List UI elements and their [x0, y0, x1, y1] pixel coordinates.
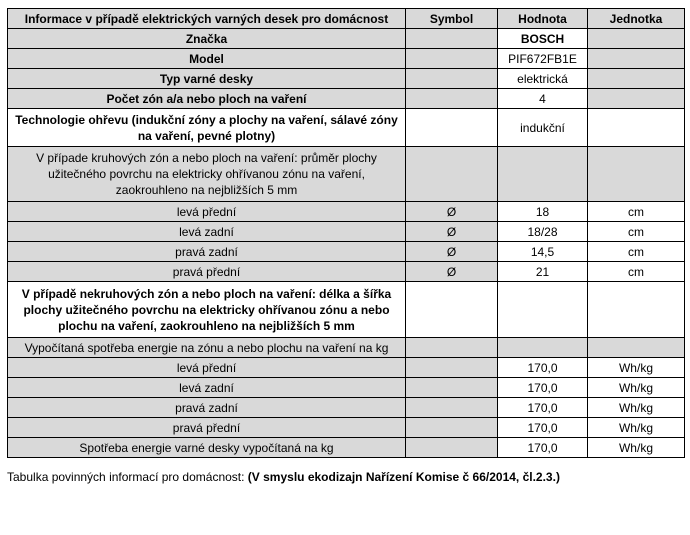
row-symbol: Ø — [406, 262, 498, 282]
row-label: levá zadní — [8, 222, 406, 242]
row-label: pravá přední — [8, 262, 406, 282]
table-row-brand — [8, 29, 685, 49]
row-label: pravá přední — [8, 418, 406, 438]
row-label: Počet zón a/a nebo ploch na vaření — [8, 89, 406, 109]
row-symbol: Ø — [406, 222, 498, 242]
row-unit: Wh/kg — [588, 438, 685, 458]
row-value: 170,0 — [498, 358, 588, 378]
row-unit — [588, 49, 685, 69]
table-row-energy-right-rear — [8, 398, 685, 418]
row-unit: Wh/kg — [588, 358, 685, 378]
table-footnote — [7, 470, 560, 484]
row-symbol — [406, 89, 498, 109]
row-unit: cm — [588, 262, 685, 282]
row-label: pravá zadní — [8, 242, 406, 262]
row-label: Typ varné desky — [8, 69, 406, 89]
header-value: Hodnota — [498, 9, 588, 29]
row-unit — [588, 89, 685, 109]
row-unit: Wh/kg — [588, 378, 685, 398]
row-symbol — [406, 438, 498, 458]
row-label: pravá zadní — [8, 398, 406, 418]
row-value — [498, 282, 588, 338]
table-row-zone-count — [8, 89, 685, 109]
row-unit: cm — [588, 202, 685, 222]
table-row-energy-left-front — [8, 358, 685, 378]
row-value: elektrická — [498, 69, 588, 89]
row-symbol — [406, 358, 498, 378]
table-row-energy-total — [8, 438, 685, 458]
table-row-circular-zones-section — [8, 147, 685, 202]
row-label: Technologie ohřevu (indukční zóny a plochy na vaření, sálavé zóny na vaření, pevné plotny) — [8, 109, 406, 147]
row-symbol — [406, 282, 498, 338]
row-symbol — [406, 338, 498, 358]
row-value: 21 — [498, 262, 588, 282]
row-value: 170,0 — [498, 378, 588, 398]
table-row-energy-left-rear — [8, 378, 685, 398]
table-row-heating-technology — [8, 109, 685, 147]
table-row-energy-right-front — [8, 418, 685, 438]
row-unit — [588, 29, 685, 49]
table-row-diameter-right-front — [8, 262, 685, 282]
table-row-noncircular-zones-section — [8, 282, 685, 338]
row-symbol — [406, 398, 498, 418]
table-header-row — [8, 9, 685, 29]
row-label: Spotřeba energie varné desky vypočítaná na kg — [8, 438, 406, 458]
footnote-text: Tabulka povinných informací pro domácnost: — [7, 470, 248, 484]
header-symbol: Symbol — [406, 9, 498, 29]
row-unit — [588, 282, 685, 338]
row-label: levá přední — [8, 202, 406, 222]
row-label: Vypočítaná spotřeba energie na zónu a nebo plochu na vaření na kg — [8, 338, 406, 358]
row-unit — [588, 147, 685, 202]
row-value: 170,0 — [498, 438, 588, 458]
row-unit: Wh/kg — [588, 418, 685, 438]
table-row-hob-type — [8, 69, 685, 89]
footnote-regulation-reference: (V smyslu ekodizajn Nařízení Komise č 66/2014, čl.2.3.) — [247, 470, 560, 484]
row-label: levá zadní — [8, 378, 406, 398]
row-unit — [588, 69, 685, 89]
row-value: 18 — [498, 202, 588, 222]
row-symbol — [406, 69, 498, 89]
row-value: indukční — [498, 109, 588, 147]
row-symbol — [406, 29, 498, 49]
row-value: PIF672FB1E — [498, 49, 588, 69]
row-value: 14,5 — [498, 242, 588, 262]
row-label: V případe kruhových zón a nebo ploch na vaření: průměr plochy užitečného povrchu na elektricky ohřívanou zónu na vaření, zaokrouhleno na nejbližších 5 mm — [8, 147, 406, 202]
row-symbol — [406, 49, 498, 69]
row-unit — [588, 338, 685, 358]
row-symbol: Ø — [406, 202, 498, 222]
row-symbol: Ø — [406, 242, 498, 262]
row-value — [498, 338, 588, 358]
table-row-energy-section — [8, 338, 685, 358]
row-unit: Wh/kg — [588, 398, 685, 418]
row-value: 4 — [498, 89, 588, 109]
row-symbol — [406, 109, 498, 147]
row-unit — [588, 109, 685, 147]
row-value: 18/28 — [498, 222, 588, 242]
row-value: 170,0 — [498, 398, 588, 418]
row-label: Značka — [8, 29, 406, 49]
row-label: levá přední — [8, 358, 406, 378]
table-row-model — [8, 49, 685, 69]
row-label: V případě nekruhových zón a nebo ploch na vaření: délka a šířka plochy užitečného povrchu na elektricky ohřívanou zónu a nebo plochu na vaření, zaokrouhleno na nejbližších 5 mm — [8, 282, 406, 338]
table-row-diameter-left-front — [8, 202, 685, 222]
header-info: Informace v případě elektrických varných desek pro domácnost — [8, 9, 406, 29]
row-symbol — [406, 147, 498, 202]
row-symbol — [406, 378, 498, 398]
table-row-diameter-right-rear — [8, 242, 685, 262]
header-unit: Jednotka — [588, 9, 685, 29]
row-value — [498, 147, 588, 202]
product-info-table — [7, 8, 685, 458]
row-value: BOSCH — [498, 29, 588, 49]
row-label: Model — [8, 49, 406, 69]
row-unit: cm — [588, 222, 685, 242]
row-unit: cm — [588, 242, 685, 262]
table-row-diameter-left-rear — [8, 222, 685, 242]
row-symbol — [406, 418, 498, 438]
row-value: 170,0 — [498, 418, 588, 438]
